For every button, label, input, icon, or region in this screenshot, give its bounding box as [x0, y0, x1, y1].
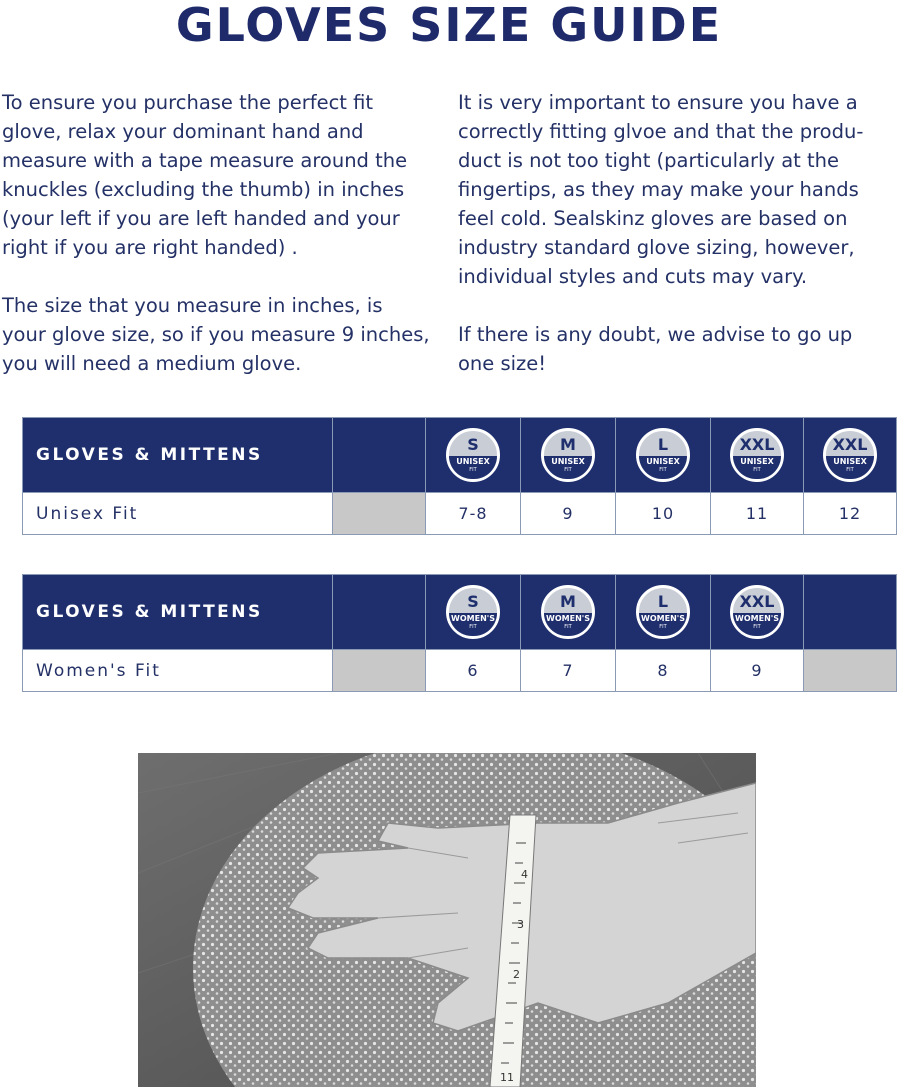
size-value: 9: [711, 650, 804, 692]
unisex-size-table: [22, 417, 897, 535]
tape-number: 4: [521, 868, 528, 881]
size-badge-icon: M WOMEN'S FIT: [541, 585, 595, 639]
size-value: 6: [426, 650, 521, 692]
size-badge-icon: XXL UNISEX FIT: [730, 428, 784, 482]
size-badge-icon: S WOMEN'S FIT: [446, 585, 500, 639]
row-label: Women's Fit: [23, 650, 333, 692]
table-header-label: GLOVES & MITTENS: [23, 575, 333, 650]
size-value: 10: [616, 493, 711, 535]
header-spacer: [333, 575, 426, 650]
row-label: Unisex Fit: [23, 493, 333, 535]
intro-paragraph: To ensure you purchase the perfect fit glove, relax your dominant hand and measure with a tape measure around the knuckles (excluding the thumb) in inches (your left if you are left handed and your right if you are right handed) .: [2, 91, 408, 259]
size-value: 11: [711, 493, 804, 535]
size-value: 9: [521, 493, 616, 535]
size-value: 7: [521, 650, 616, 692]
size-badge-icon: XXL WOMEN'S FIT: [730, 585, 784, 639]
empty-cell: [333, 650, 426, 692]
womens-size-table: [22, 574, 897, 692]
hand-measurement-photo: [138, 753, 756, 1087]
empty-cell: [333, 493, 426, 535]
size-badge-icon: S UNISEX FIT: [446, 428, 500, 482]
intro-paragraph: It is very important to ensure you have a correctly fitting glvoe and that the produ-duct is not too tight (particularly at the fingertips, as they may make your hands feel cold. Sealskinz gloves are based on industry standard glove sizing, however, individual styles and cuts may vary.: [458, 91, 864, 288]
table-header-label: GLOVES & MITTENS: [23, 418, 333, 493]
size-badge-icon: M UNISEX FIT: [541, 428, 595, 482]
tape-number: 3: [517, 918, 524, 931]
intro-paragraph: The size that you measure in inches, is your glove size, so if you measure 9 inches, you will need a medium glove.: [2, 294, 430, 375]
tape-number: 11: [500, 1071, 514, 1084]
size-value: 12: [804, 493, 897, 535]
page-title: GLOVES SIZE GUIDE: [175, 0, 723, 52]
intro-left-column: [2, 88, 432, 407]
header-spacer: [804, 575, 897, 650]
size-value: 7-8: [426, 493, 521, 535]
header-spacer: [333, 418, 426, 493]
size-badge-icon: XXL UNISEX FIT: [823, 428, 877, 482]
intro-right-column: [458, 88, 888, 407]
intro-paragraph: If there is any doubt, we advise to go up one size!: [458, 323, 853, 375]
empty-cell: [804, 650, 897, 692]
size-badge-icon: L WOMEN'S FIT: [636, 585, 690, 639]
size-value: 8: [616, 650, 711, 692]
size-badge-icon: L UNISEX FIT: [636, 428, 690, 482]
tape-number: 2: [513, 968, 520, 981]
